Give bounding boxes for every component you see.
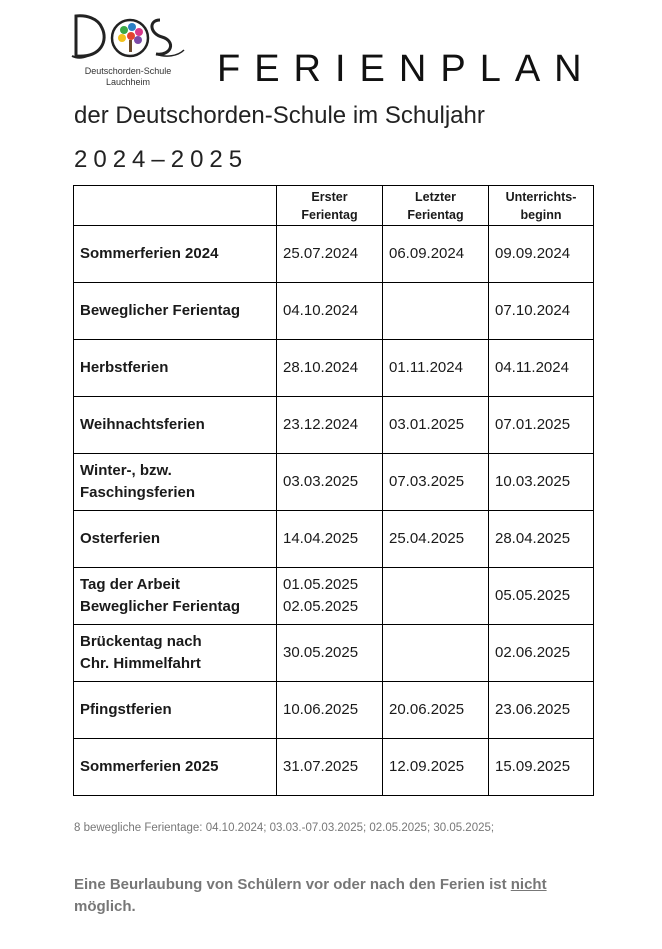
first-day: 28.10.2024 [277, 340, 383, 397]
first-day: 14.04.2025 [277, 511, 383, 568]
table-row [74, 625, 594, 682]
holiday-table [73, 185, 594, 796]
logo-subtitle [68, 66, 188, 88]
first-day: 03.03.2025 [277, 454, 383, 511]
school-resumes: 02.06.2025 [489, 625, 594, 682]
school-resumes: 04.11.2024 [489, 340, 594, 397]
last-day: 01.11.2024 [383, 340, 489, 397]
school-resumes: 07.10.2024 [489, 283, 594, 340]
last-day: 20.06.2025 [383, 682, 489, 739]
table-row [74, 340, 594, 397]
leave-warning [74, 874, 594, 918]
holiday-name: Brückentag nach Chr. Himmelfahrt [74, 625, 277, 682]
first-day: 01.05.2025 02.05.2025 [277, 568, 383, 625]
dos-logo-icon [68, 10, 188, 66]
last-day: 12.09.2025 [383, 739, 489, 796]
school-resumes: 15.09.2025 [489, 739, 594, 796]
page-title: FERIENPLAN [217, 48, 596, 90]
school-resumes: 23.06.2025 [489, 682, 594, 739]
header-first-day: Erster Ferientag [277, 186, 383, 226]
last-day: 03.01.2025 [383, 397, 489, 454]
header-last-day: Letzter Ferientag [383, 186, 489, 226]
holiday-name: Beweglicher Ferientag [74, 283, 277, 340]
holiday-name: Pfingstferien [74, 682, 277, 739]
last-day: 25.04.2025 [383, 511, 489, 568]
table-row [74, 739, 594, 796]
header-school-resumes: Unterrichts- beginn [489, 186, 594, 226]
school-resumes: 07.01.2025 [489, 397, 594, 454]
first-day: 04.10.2024 [277, 283, 383, 340]
school-year: 2024–2025 [74, 146, 249, 173]
table-header-row [74, 186, 594, 226]
table-row [74, 454, 594, 511]
holiday-name: Tag der Arbeit Beweglicher Ferientag [74, 568, 277, 625]
holiday-name: Winter-, bzw. Faschingsferien [74, 454, 277, 511]
last-day [383, 625, 489, 682]
holiday-name: Weihnachtsferien [74, 397, 277, 454]
logo-subtitle-line1: Deutschorden-Schule [84, 66, 172, 76]
school-resumes: 28.04.2025 [489, 511, 594, 568]
first-day: 10.06.2025 [277, 682, 383, 739]
first-day: 23.12.2024 [277, 397, 383, 454]
footnote-movable-days: 8 bewegliche Ferientage: 04.10.2024; 03.03.-07.03.2025; 02.05.2025; 30.05.2025; [74, 822, 495, 834]
header-cell-empty [74, 186, 277, 226]
holiday-name: Sommerferien 2025 [74, 739, 277, 796]
holiday-name: Herbstferien [74, 340, 277, 397]
table-row [74, 511, 594, 568]
warning-text-part2: möglich. [74, 898, 136, 915]
school-resumes: 10.03.2025 [489, 454, 594, 511]
page-subtitle: der Deutschorden-Schule im Schuljahr [74, 102, 485, 129]
holiday-name: Osterferien [74, 511, 277, 568]
school-logo [68, 10, 188, 92]
warning-emphasis: nicht [510, 876, 547, 893]
first-day: 25.07.2024 [277, 226, 383, 283]
table-row [74, 226, 594, 283]
last-day [383, 568, 489, 625]
last-day: 06.09.2024 [383, 226, 489, 283]
table-row [74, 682, 594, 739]
first-day: 30.05.2025 [277, 625, 383, 682]
table-row [74, 397, 594, 454]
school-resumes: 09.09.2024 [489, 226, 594, 283]
warning-text-part1: Eine Beurlaubung von Schülern vor oder nach den Ferien ist [74, 876, 507, 893]
holiday-name: Sommerferien 2024 [74, 226, 277, 283]
logo-subtitle-line2: Lauchheim [105, 77, 151, 87]
last-day [383, 283, 489, 340]
table-row [74, 283, 594, 340]
table-row [74, 568, 594, 625]
school-resumes: 05.05.2025 [489, 568, 594, 625]
last-day: 07.03.2025 [383, 454, 489, 511]
first-day: 31.07.2025 [277, 739, 383, 796]
